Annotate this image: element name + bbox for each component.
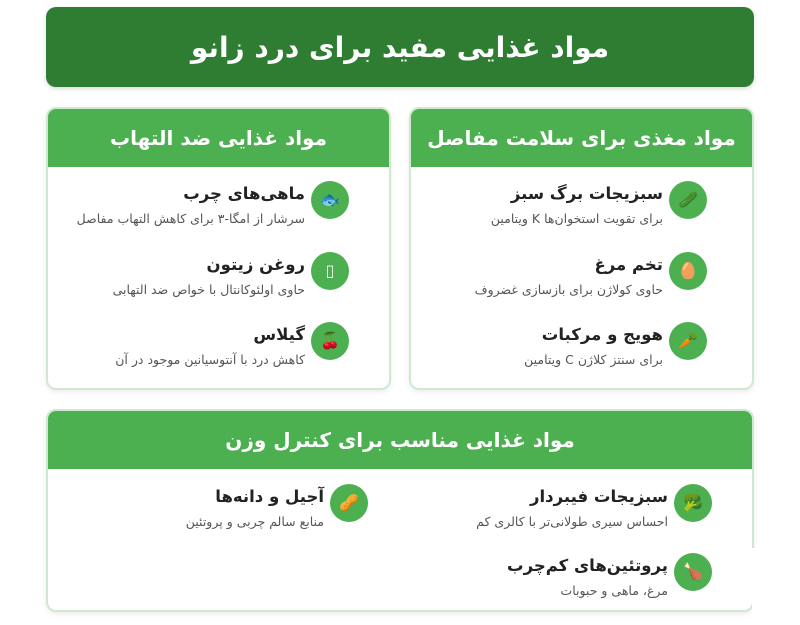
egg-icon: 🥚 (669, 252, 707, 290)
item-desc: احساس سیری طولانی‌تر با کالری کم (476, 514, 668, 529)
anti-inflammatory-card (46, 107, 391, 390)
main-header (46, 7, 754, 87)
card-header (48, 411, 752, 469)
cucumber-icon: 🥒 (669, 181, 707, 219)
item-title: سبزیجات فیبردار (530, 487, 668, 506)
item-desc: حاوی اولئوکانتال با خواص ضد التهابی (112, 282, 305, 297)
list-item (113, 252, 349, 297)
list-item (475, 252, 707, 297)
weight-control-card (46, 409, 754, 612)
card-header (411, 109, 752, 167)
card-title: مواد غذایی ضد التهاب (110, 126, 327, 150)
item-desc: منابع سالم چربی و پروتئین (185, 514, 324, 529)
item-title: پروتئین‌های کم‌چرب (506, 556, 668, 575)
card-title: مواد غذایی مناسب برای کنترل وزن (225, 428, 575, 452)
item-desc: مرغ، ماهی و حبوبات (560, 583, 668, 598)
joint-health-card (409, 107, 754, 390)
item-title: سبزیجات برگ سبز (510, 184, 663, 203)
list-item (491, 181, 707, 226)
item-title: ماهی‌های چرب (183, 184, 305, 203)
peanuts-icon: 🥜 (330, 484, 368, 522)
poultry-leg-icon: 🍗 (674, 553, 712, 591)
item-title: آجیل و دانه‌ها (215, 487, 324, 506)
list-item (507, 553, 712, 598)
item-title: گیلاس (253, 325, 305, 344)
card-header (48, 109, 389, 167)
item-desc: حاوی کولاژن برای بازسازی غضروف (474, 282, 663, 297)
carrot-icon: 🥕 (669, 322, 707, 360)
page-title: مواد غذایی مفید برای درد زانو (190, 30, 610, 64)
item-title: هویج و مرکبات (541, 325, 663, 344)
broccoli-icon: 🥦 (674, 484, 712, 522)
item-title: روغن زیتون (206, 255, 305, 274)
list-item (186, 484, 368, 529)
item-desc: سرشار از امگا-۳ برای کاهش التهاب مفاصل (76, 211, 305, 226)
list-item (524, 322, 707, 367)
list-item (476, 484, 712, 529)
list-item (115, 322, 349, 367)
olive-oil-icon: ▯ (311, 252, 349, 290)
item-desc: کاهش درد با آنتوسیانین موجود در آن (115, 352, 305, 367)
item-title: تخم مرغ (594, 255, 663, 274)
fish-icon: 🐟 (311, 181, 349, 219)
item-desc: برای سنتز کلاژن C ویتامین (524, 352, 663, 367)
card-title: مواد مغذی برای سلامت مفاصل (427, 126, 736, 150)
item-desc: برای تقویت استخوان‌ها K ویتامین (490, 211, 663, 226)
list-item (77, 181, 349, 226)
background-patch (752, 548, 800, 625)
cherries-icon: 🍒 (311, 322, 349, 360)
